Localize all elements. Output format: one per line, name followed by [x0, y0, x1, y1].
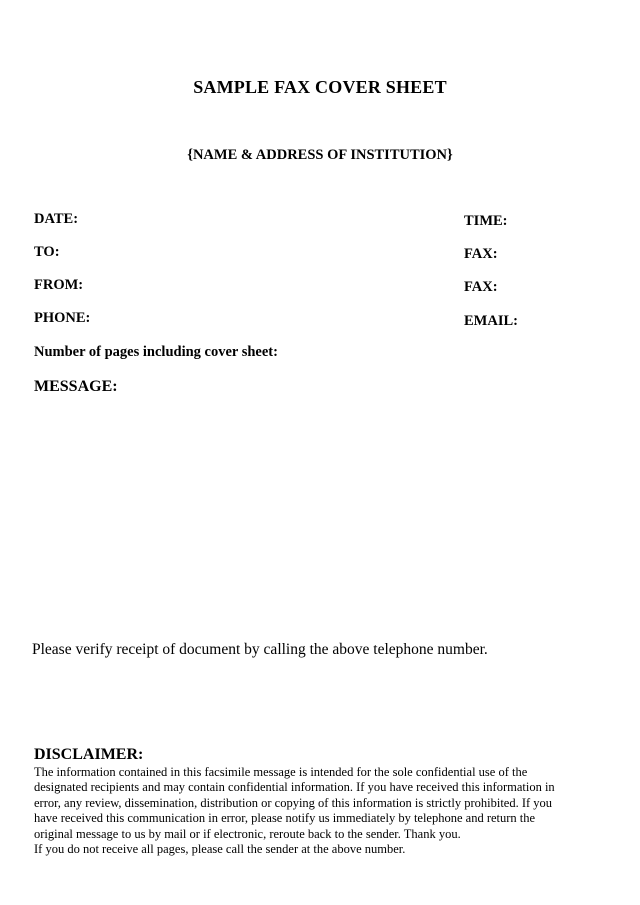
disclaimer-line: designated recipients and may contain confidential information. If you have received this information in — [34, 780, 555, 795]
date-label: DATE: — [34, 211, 79, 227]
to-label: TO: — [34, 244, 60, 260]
institution-placeholder: {NAME & ADDRESS OF INSTITUTION} — [187, 147, 453, 163]
time-label: TIME: — [464, 213, 508, 229]
from-fax-label: FAX: — [464, 279, 498, 295]
disclaimer-line: If you do not receive all pages, please call the sender at the above number. — [34, 842, 406, 857]
to-fax-label: FAX: — [464, 246, 498, 262]
email-label: EMAIL: — [464, 313, 518, 329]
disclaimer-heading: DISCLAIMER: — [34, 746, 144, 763]
from-label: FROM: — [34, 277, 84, 293]
disclaimer-line: original message to us by mail or if electronic, reroute back to the sender. Thank you. — [34, 826, 461, 841]
disclaimer-body — [34, 765, 604, 857]
document-title: SAMPLE FAX COVER SHEET — [193, 77, 447, 97]
verify-receipt-note: Please verify receipt of document by calling the above telephone number. — [32, 641, 488, 658]
disclaimer-line: have received this communication in error, please notify us immediately by telephone and return the — [34, 811, 536, 826]
phone-label: PHONE: — [34, 310, 91, 326]
page-count-label: Number of pages including cover sheet: — [34, 344, 278, 360]
disclaimer-line: The information contained in this facsimile message is intended for the sole confidential use of the — [34, 765, 528, 779]
message-label: MESSAGE: — [34, 378, 118, 395]
disclaimer-line: error, any review, dissemination, distribution or copying of this information is strictly prohibited. If you — [34, 795, 553, 810]
